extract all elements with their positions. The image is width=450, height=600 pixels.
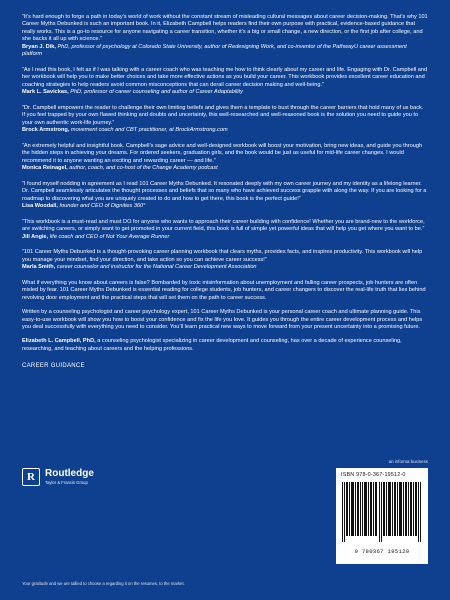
endorser-role: life coach and CEO of Not Your Average Runner <box>49 233 170 240</box>
endorser-name: Lisa Woodall, <box>22 203 58 210</box>
endorsement-5 <box>22 181 428 211</box>
endorser-role: movement coach and CBT practitioner, at BrockArmstrong.com <box>70 127 228 134</box>
endorsement-6 <box>22 219 428 241</box>
back-cover-text <box>22 14 428 370</box>
author-bio <box>22 338 428 353</box>
barcode-box <box>336 459 428 564</box>
barcode-icon <box>341 482 423 542</box>
routledge-r-icon: R <box>22 468 40 486</box>
footer-note: Your gratitude and we are tallied to choose a regarding it on the resumes, to the market. <box>22 581 185 586</box>
isbn-digits: 9 780367 195120 <box>354 548 410 555</box>
endorser-name: Marla Smith, <box>22 264 56 271</box>
endorsement-7 <box>22 249 428 271</box>
endorsement-text: “This workbook is a must-read and must DO for anyone who wants to approach their career building with confidence! Whether you are brand-new to the workforce, are switching careers, or simply want to get promoted in your current field, this book is full of simple yet powerful ideas that will help you get where you want to be.” <box>22 218 425 233</box>
endorser-name: Brock Armstrong, <box>22 127 70 134</box>
endorser-role: founder and CEO of Dignities 360° <box>59 203 146 210</box>
endorser-role: PhD, professor of psychology at Colorado State University, author of Redesigning Work, and co-inventor of the PathwayU career assessment platform <box>22 43 407 58</box>
publisher-logo <box>22 468 94 486</box>
endorser-name: Monica Reinagel, <box>22 165 68 172</box>
isbn-text: ISBN 978-0-367-19512-0 <box>341 472 406 478</box>
endorser-role: author, coach, and co-host of the Change Academy podcast <box>69 165 218 172</box>
endorsement-4 <box>22 143 428 173</box>
endorsement-text: “An extremely helpful and insightful book. Campbell’s sage advice and well-designed workbook will boost your motivation, bring new ideas, and guide you through the hidden steps in achieving your dreams. For ordered seekers, graduation girls, and the book would be just as useful for mid-life career changes. I would recommend it to anyone wanting an exciting and rewarding career — and life.” <box>22 142 423 164</box>
endorser-name: Jill Angie, <box>22 233 49 240</box>
description-paragraph-2: Written by a counseling psychologist and career psychology expert, 101 Career Myths Debunked is your personal career coach and ultimate planning guide. This easy-to-use workbook will show you how to boost your confidence and fix the life you love. It guides you through the entire career development process and helps you deal successfully with everything you need to consider. You’ll learn practical new ways to move forward from your present uncertainty into a promising future. <box>22 309 423 330</box>
category-label: CAREER GUIDANCE <box>22 363 85 370</box>
endorsement-text: “I found myself nodding in agreement as I read 101 Career Myths Debunked. It resonated deeply with my own career journey and my identity as a lifelong learner. Dr. Campbell seamlessly articulates the thought processes and beliefs that so many who have achieved success grapple with along the way. If you are looking for a roadmap to discovering what you are uniquely created to do and how to get there, this book is the perfect guide!” <box>22 180 427 202</box>
endorser-name: Bryan J. Dik, <box>22 43 56 50</box>
publisher-tagline: Taylor & Francis Group <box>45 479 88 485</box>
author-bio-text: a counseling psychologist specializing in career development and counseling, has over a decade of experience counseling, researching, and teaching about careers and the helping professions. <box>22 338 402 352</box>
publisher-name: Routledge <box>45 467 94 479</box>
cover-bottom <box>22 459 428 578</box>
endorsement-text: “Dr. Campbell empowers the reader to challenge their own limiting beliefs and gives them a template to bust through the career barriers that hold many of us back. If you feel trapped by your own flawed thinking and doubts and uncertainty, this well-researched and well-reasoned book is the solution you need to guide you to your own authentic work-life journey.” <box>22 104 424 126</box>
endorsement-text: “It’s hard enough to forge a path in today’s world of work without the constant stream of misleading cultural messages about career decision-making. That’s why 101 Career Myths Debunked is such an important book. In it, Elizabeth Campbell helps readers find their own purpose with practical, evidence-based guidance that really works. This is a go-to resource for anyone navigating a career transition, whether it’s a big or small change, a new direction, or the first job after college, and she backs it all up with science.” <box>22 14 428 43</box>
endorsement-text: “As I read this book, I felt as if I was talking with a career coach who was teaching me how to think clearly about my career and life. Engaging with Dr. Campbell and her workbook will help you to make better choices and take more effective actions as you build your career. This workbook provides excellent career education and coaching strategies to help readers avoid common misconceptions that can derail career decision making and well-being.” <box>22 66 428 88</box>
endorser-name: Mark L. Savickas, <box>22 89 69 96</box>
endorser-role: PhD, professor of career counseling and author of Career Adaptability <box>70 89 243 96</box>
endorsements <box>22 14 428 272</box>
endorsement-2 <box>22 67 428 97</box>
author-name: Elizabeth L. Campbell, PhD, <box>22 338 96 345</box>
endorsement-3 <box>22 105 428 135</box>
description-paragraph-1: What if everything you know about careers is false? Bombarded by toxic misinformation about unemployment and falling career prospects, job hunters are often misled by fear. 101 Career Myths Debunked is essential reading for college students, job hunters, and career changers to discover the real-life truth that lies behind revolving door employment and the practical steps that will set them on the path to career success. <box>22 279 426 301</box>
endorsement-text: “101 Career Myths Debunked is a thought-provoking career planning workbook that clears myths, provides facts, and inspires productivity. This workbook will help you manage your mindset, find your direction, and take action so you can achieve career success!” <box>22 249 423 263</box>
endorsement-1 <box>22 14 428 59</box>
informa-label: an informa business <box>388 459 428 464</box>
endorser-role: career counselor and instructor for the National Career Development Association <box>56 264 257 271</box>
